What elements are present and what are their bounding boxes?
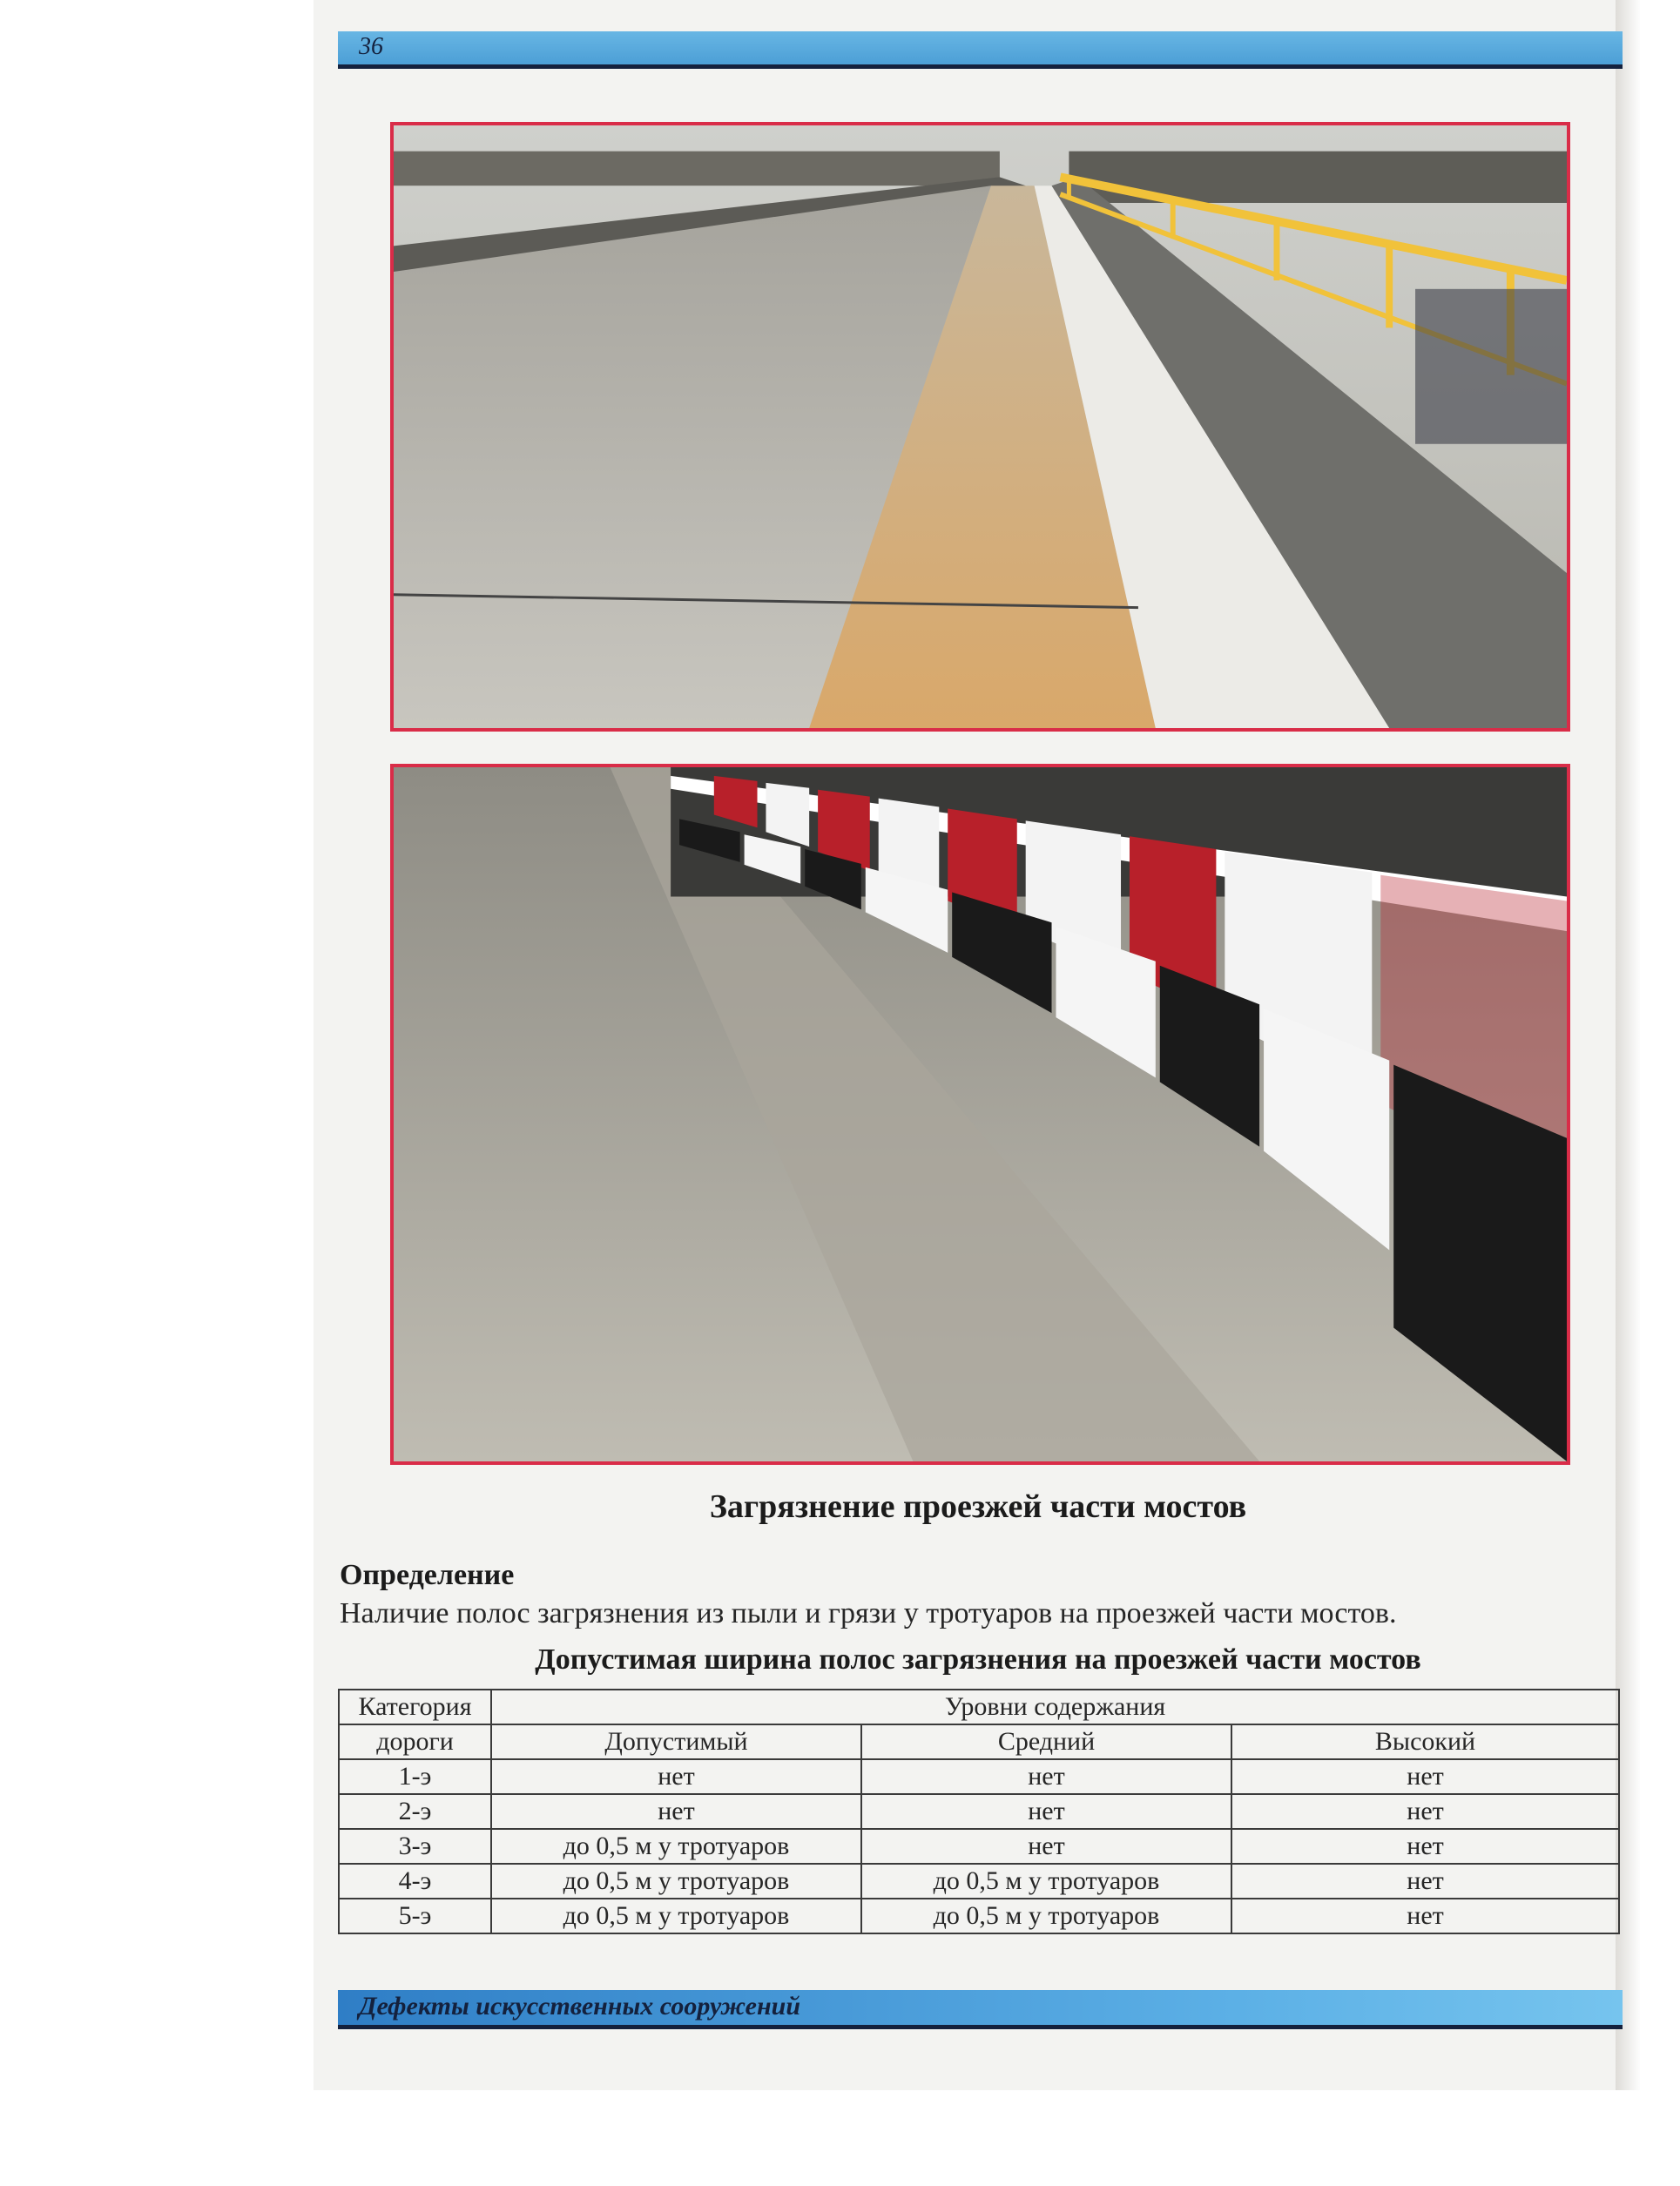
levels-header: Уровни содержания xyxy=(491,1690,1619,1724)
photo-2-drawing xyxy=(394,767,1567,1461)
category-cell: 4-э xyxy=(339,1864,491,1899)
table-cell: до 0,5 м у тротуаров xyxy=(491,1829,861,1864)
table-cell: до 0,5 м у тротуаров xyxy=(491,1899,861,1933)
table-cell: нет xyxy=(861,1759,1231,1794)
photo-bridge-yellow-railing xyxy=(390,122,1570,732)
level-column-header: Высокий xyxy=(1231,1724,1619,1759)
table-row xyxy=(339,1794,1619,1829)
table-caption: Допустимая ширина полос загрязнения на проезжей части мостов xyxy=(535,1643,1421,1676)
footer-bar xyxy=(338,1990,1623,2029)
table-cell: до 0,5 м у тротуаров xyxy=(861,1864,1231,1899)
table-cell: нет xyxy=(861,1794,1231,1829)
table-cell: нет xyxy=(1231,1899,1619,1933)
table-row xyxy=(339,1829,1619,1864)
table-row xyxy=(339,1899,1619,1933)
page-number: 36 xyxy=(359,33,383,60)
table-header-row xyxy=(339,1690,1619,1724)
level-column-header: Допустимый xyxy=(491,1724,861,1759)
table-cell: нет xyxy=(1231,1759,1619,1794)
contamination-norms-table xyxy=(338,1689,1620,1934)
section-title: Загрязнение проезжей части мостов xyxy=(709,1488,1247,1525)
definition-heading: Определение xyxy=(340,1559,515,1591)
category-header-bottom: дороги xyxy=(339,1724,491,1759)
category-cell: 3-э xyxy=(339,1829,491,1864)
table-row xyxy=(339,1864,1619,1899)
category-cell: 2-э xyxy=(339,1794,491,1829)
category-cell: 5-э xyxy=(339,1899,491,1933)
footer-title: Дефекты искусственных сооружений xyxy=(359,1992,801,2021)
photo-bridge-red-white-railing xyxy=(390,764,1570,1465)
table-row xyxy=(339,1759,1619,1794)
table-cell: нет xyxy=(1231,1864,1619,1899)
table-cell: нет xyxy=(1231,1794,1619,1829)
header-bar xyxy=(338,31,1623,69)
table-cell: нет xyxy=(491,1794,861,1829)
level-column-header: Средний xyxy=(861,1724,1231,1759)
table-cell: нет xyxy=(491,1759,861,1794)
table-subheader-row xyxy=(339,1724,1619,1759)
table-cell: до 0,5 м у тротуаров xyxy=(491,1864,861,1899)
table-cell: до 0,5 м у тротуаров xyxy=(861,1899,1231,1933)
category-cell: 1-э xyxy=(339,1759,491,1794)
photo-1-drawing xyxy=(394,125,1567,728)
definition-text: Наличие полос загрязнения из пыли и грязи у тротуаров на проезжей части мостов. xyxy=(340,1597,1397,1629)
table-cell: нет xyxy=(861,1829,1231,1864)
table-cell: нет xyxy=(1231,1829,1619,1864)
category-header-top: Категория xyxy=(339,1690,491,1724)
